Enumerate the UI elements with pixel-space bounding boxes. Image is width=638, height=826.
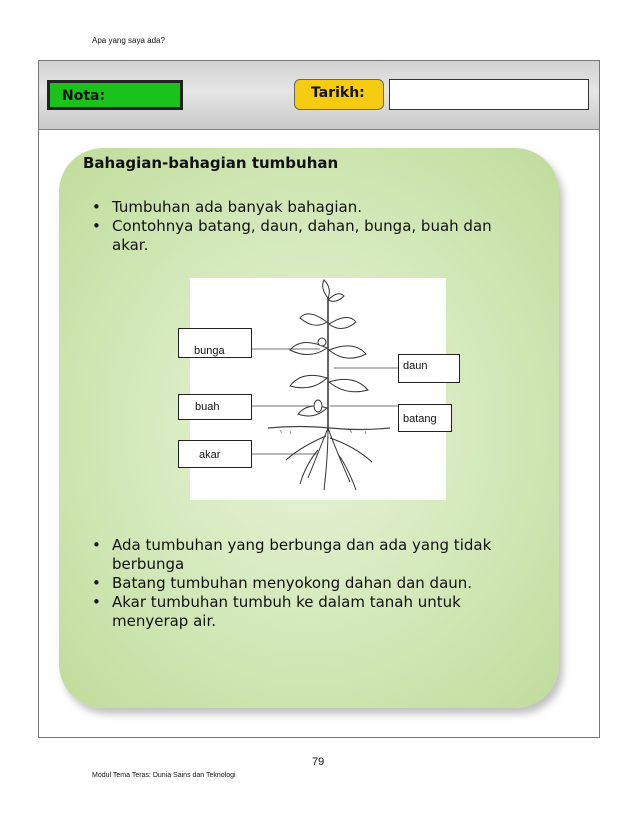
bullet-item: • Contohnya batang, daun, dahan, bunga, buah dan akar. <box>90 217 530 255</box>
label-bunga: bunga <box>178 328 252 358</box>
tarikh-label: Tarikh: <box>311 85 365 101</box>
bullet-item: • Akar tumbuhan tumbuh ke dalam tanah untuk menyerap air. <box>90 593 530 631</box>
bullet-item: • Ada tumbuhan yang berbunga dan ada yang tidak berbunga <box>90 536 530 574</box>
label-batang: batang <box>398 404 452 432</box>
module-footer: Modul Tema Teras: Dunia Sains dan Teknologi <box>92 772 236 779</box>
nota-box <box>47 80 183 110</box>
detail-bullet-list <box>90 536 530 631</box>
tarikh-box <box>294 79 384 110</box>
header-bar <box>39 61 599 130</box>
bullet-item: • Tumbuhan ada banyak bahagian. <box>90 198 530 217</box>
intro-bullet-list <box>90 198 530 255</box>
bullet-item: • Batang tumbuhan menyokong dahan dan daun. <box>90 574 530 593</box>
page-number: 79 <box>312 756 325 768</box>
tarikh-field[interactable] <box>389 79 589 110</box>
label-buah: buah <box>178 394 252 420</box>
section-title: Bahagian-bahagian tumbuhan <box>83 154 339 172</box>
plant-diagram <box>190 278 446 500</box>
top-note: Apa yang saya ada? <box>92 36 165 45</box>
label-daun: daun <box>398 354 460 383</box>
nota-label: Nota: <box>62 88 106 104</box>
label-akar: akar <box>178 440 252 468</box>
